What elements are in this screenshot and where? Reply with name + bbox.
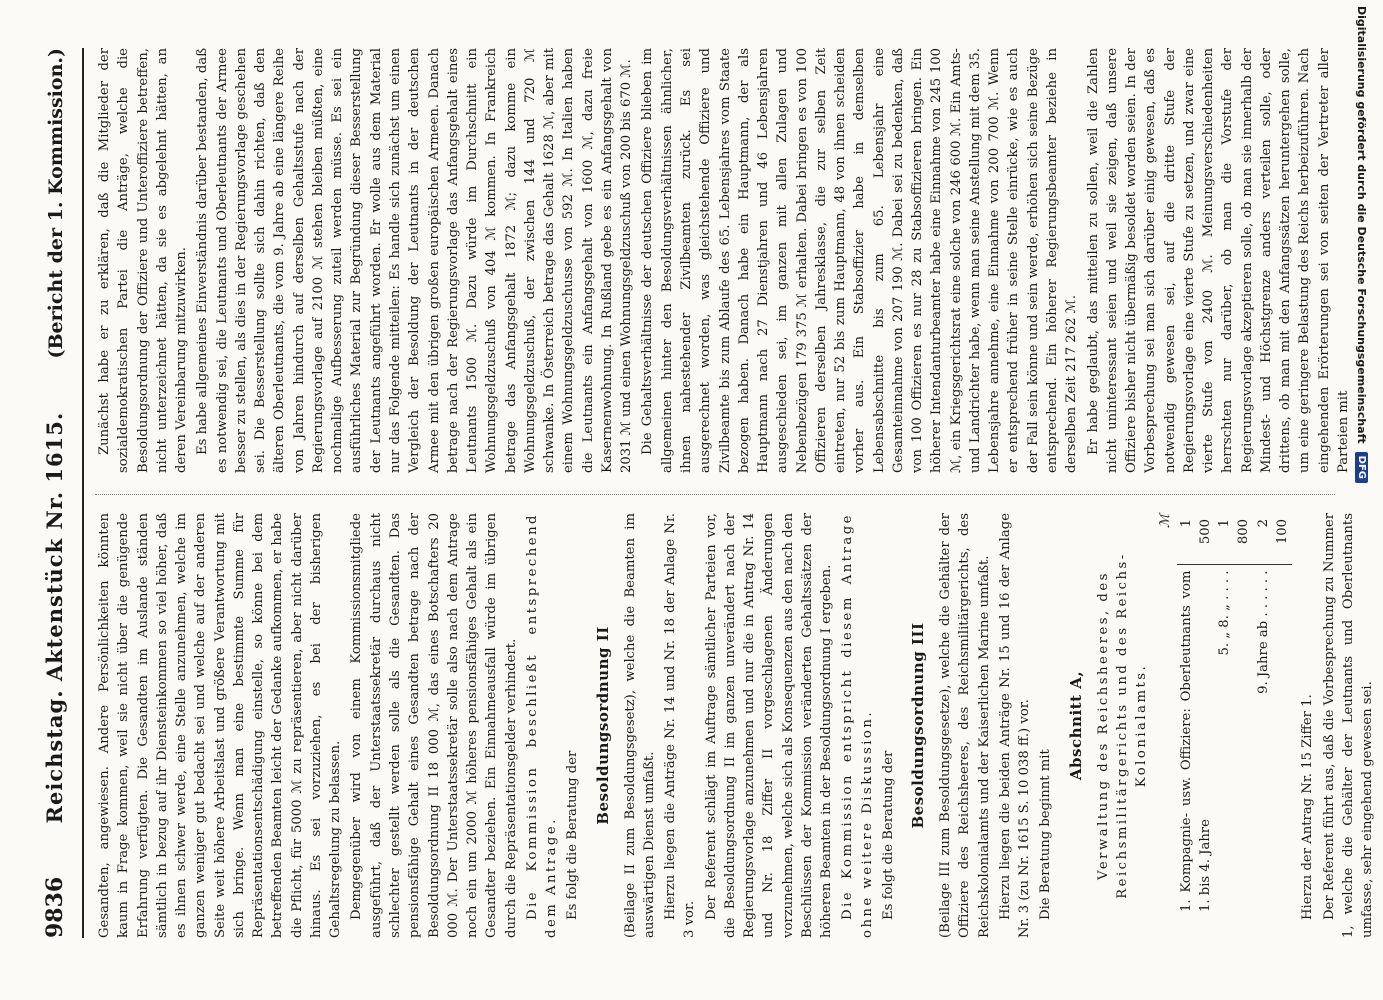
- right-column: [95, 48, 1351, 473]
- table-cell: 9. Jahre ab . . . . . .: [1255, 570, 1271, 694]
- paragraph: Demgegenüber wird von einem Kommissionsmitgliede ausgeführt, daß der Unterstaatssekretär durchaus nicht schlechter gestellt werden solle als die Gesandten. Das pensionsfähige Gehalt eines Gesandten betrage nach der Besoldungsordnung II 18 000 ℳ, das eines Botschafters 20 000 ℳ. Der Unterstaatssekretär solle also nach dem Antrage noch ein um 2000 ℳ höheres pensionsfähiges Gehalt als ein Gesandter beziehen. Ein Einnahmeausfall würde im übrigen durch die Repräsentationsgelder verhindert.: [349, 513, 519, 938]
- table-cell: 5. „ 8. „ . . . .: [1217, 570, 1233, 656]
- paragraph: Die Kommission entspricht diesem Antrage ohne weitere Diskussion.: [840, 513, 875, 938]
- paragraph: (Beilage II zum Besoldungsgesetz), welche die Beamten im auswärtigen Dienst umfaßt.: [622, 513, 657, 938]
- table-cell: 1 800: [1215, 513, 1254, 564]
- paragraph: Gesandten, angewiesen. Andere Persönlichkeiten könnten kaum in Frage kommen, weil sie nicht über die genügende Erfahrung verfügten. Die Gesandten im Auslande ständen sämtlich in bezug auf ihr Diensteinkommen so viel höher, daß es ihnen schwer werde, eine Stelle anzunehmen, welche im ganzen weniger gut bedacht sei und welche auf der anderen Seite weit höhere Arbeitslast und größere Verantwortung mit sich bringe. Wenn man eine bestimmte Summe für Repräsentationsentschädigung einstelle, so könne bei dem betreffenden Beamten leicht der Gedanke aufkommen, er habe die Pflicht, für 5000 ℳ zu repräsentieren, aber nicht darüber hinaus. Es sei vorzuziehen, es bei der bisherigen Gehaltsregelung zu belassen.: [97, 513, 344, 938]
- pay-table: [1155, 513, 1292, 918]
- column-divider: [95, 493, 1335, 495]
- unit-label: ℳ: [1158, 514, 1174, 529]
- paragraph: Er habe geglaubt, das mitteilen zu sollen, weil die Zahlen nicht uninteressant seien und weil sie zeigen, daß unsere Offiziere bisher nicht übermäßig besoldet worden seien. In der Vorbesprechung sei man sich darüber einig gewesen, daß es notwendig gewesen sei, auf die dritte Stufe der Regierungsvorlage eine vierte Stufe zu setzen, und zwar eine vierte Stufe von 2400 ℳ. Meinungsverschiedenheiten herrschten nur darüber, ob man die Vorstufe der Regierungsvorlage akzeptieren solle, ob man sie innerhalb der Mindest- und Höchstgrenze anders verteilen solle, oder drittens, ob man mit den Anfangssätzen heruntergehen solle, um eine geringere Belastung des Reichs herbeizuführen. Nach eingehenden Erörterungen sei von seiten der Vertreter aller Parteien mit: [1085, 48, 1351, 473]
- table-cell: 2 100: [1254, 513, 1293, 564]
- paragraph: (Beilage III zum Besoldungsgesetze), welche die Gehälter der Offiziere des Reichsheeres, des Reichsmilitärgerichts, des Reichskolonialamts und der Kaiserlichen Marine umfaßt.: [938, 513, 992, 938]
- table-cell: 1. Kompagnie- usw. Offiziere: Oberleutnants vom 1. bis 4. Jahre: [1178, 570, 1213, 912]
- paragraph: Hierzu liegen die beiden Anträge Nr. 15 und 16 der Anlage Nr. 3 (zu Nr. 1615 S. 10 038 ff.) vor.: [997, 513, 1033, 938]
- paragraph: Hierzu der Antrag Nr. 15 Ziffer 1.: [1300, 694, 1316, 920]
- section-heading: Besoldungsordnung II: [593, 626, 612, 825]
- paragraph: Es folgt die Beratung der: [565, 750, 581, 920]
- paragraph: Zunächst habe er zu erklären, daß die Mitglieder der sozialdemokratischen Partei die Anträge, welche die Besoldungsordnung der Offiziere und Unteroffiziere betreffen, nicht unterzeichnet hätten, da sie es abgelehnt hätten, an deren Vereinbarung mitzuwirken.: [97, 48, 190, 473]
- section-heading: Abschnitt A,: [1066, 670, 1085, 781]
- credit-text: Digitalisierung gefördert durch die Deutsche Forschungsgemeinschaft: [1355, 6, 1369, 444]
- page-title: Reichstag. Aktenstück Nr. 1615.: [42, 411, 67, 824]
- section-heading: Besoldungsordnung III: [909, 622, 928, 829]
- page-header: [42, 48, 84, 938]
- table-row: [1254, 513, 1293, 918]
- table-row: [1215, 513, 1254, 918]
- paragraph: Es folgt die Beratung der: [880, 750, 896, 920]
- paragraph: Verwaltung des Reichsheeres, des Reichsmilitärgerichts und des Reichs-Kolonialamts.: [1095, 552, 1150, 899]
- page-subtitle: (Bericht der 1. Kommission.): [45, 48, 67, 359]
- paragraph: Die Gehaltsverhältnisse der deutschen Offiziere blieben im allgemeinen hinter den Besoldungsverhältnissen ähnlicher, ihnen nahestehender Zivilbeamten zurück. Es sei ausgerechnet worden, was gleichstehende Offiziere und Zivilbeamte bis zum Ablaufe des 65. Lebensjahres vom Staate bezogen haben. Danach habe ein Hauptmann, der als Hauptmann nach 27 Dienstjahren und 46 Lebensjahren ausgeschieden sei, im ganzen mit allen Zulagen und Nebenbezügen 179 375 ℳ erhalten. Dabei bringen es von 100 Offizieren derselben Jahresklasse, die zur selben Zeit eintreten, nur 52 bis zum Hauptmann, 48 von ihnen scheiden vorher aus. Ein Stabsoffizier habe in demselben Lebensabschnitte bis zum 65. Lebensjahr eine Gesamteinnahme von 207 190 ℳ. Dabei sei zu bedenken, daß von 100 Offizieren es nur 28 zu Stabsoffizieren bringen. Ein höherer Intendanturbeamter habe eine Einnahme von 245 100 ℳ, ein Kriegsgerichtsrat eine solche von 246 600 ℳ. Ein Amts- und Landrichter habe, wenn man seine Anstellung mit dem 35. Lebensjahre annehme, eine Einnahme von 200 700 ℳ. Wenn er entsprechend früher in seine Stelle einrücke, wie es auch der Fall sein könne und sein werde, erhöhen sich seine Bezüge entsprechend. Ein höherer Regierungsbeamter beziehe in derselben Zeit 217 262 ℳ.: [640, 48, 1080, 473]
- paragraph: Die Kommission beschließt entsprechend dem Antrage.: [524, 513, 560, 938]
- paragraph: Hierzu liegen die Anträge Nr. 14 und Nr. 18 der Anlage Nr. 3 vor.: [663, 513, 698, 938]
- paragraph: Der Referent führt aus, daß die Vorbesprechung zu Nummer 1, welche die Gehälter der Leutnants und Oberleutnants umfasse, sehr eingehend gewesen sei.: [1321, 513, 1376, 938]
- paragraph: Der Referent schlägt im Auftrage sämtlicher Parteien vor, die Besoldungsordnung II im ganzen unverändert nach der Regierungsvorlage anzunehmen und nur die in Antrag Nr. 14 und Nr. 18 Ziffer II vorgeschlagenen Änderungen vorzunehmen, welche sich als Konsequenzen aus den nach den Beschlüssen der Kommission veränderten Gehaltssätzen der höheren Beamten in der Besoldungsordnung I ergeben.: [703, 513, 835, 938]
- dfg-logo: DFG: [1356, 452, 1369, 483]
- table-cell: 1 500: [1177, 513, 1216, 564]
- table-row: [1177, 513, 1216, 918]
- paragraph: Es habe allgemeines Einverständnis darüber bestanden, daß es notwendig sei, die Leutnants und Oberleutnants der Armee besser zu stellen, als dies in der Regierungsvorlage geschehen sei. Die Besserstellung sollte sich dahin richten, daß den älteren Oberleutnants, die vom 9. Jahre ab eine längere Reihe von Jahren hindurch auf derselben Gehaltsstufe nach der Regierungsvorlage auf 2100 ℳ stehen bleiben müßten, eine nochmalige Aufbesserung zuteil werden müsse. Es sei ein ausführliches Material zur Begründung dieser Besserstellung der Leutnants angeführt worden. Er wolle aus dem Material nur das Folgende mitteilen: Es handle sich zunächst um einen Vergleich der Besoldung der Leutnants in der deutschen Armee mit den übrigen großen europäischen Armeen. Danach betrage nach der Regierungsvorlage das Anfangsgehalt eines Leutnants 1500 ℳ. Dazu würde im Durchschnitt ein Wohnungsgeldzuschuß von 404 ℳ kommen. In Frankreich betrage das Anfangsgehalt 1872 ℳ; dazu komme ein Wohnungsgeldzuschuß, der zwischen 144 und 720 ℳ schwanke. In Österreich betrage das Gehalt 1628 ℳ, aber mit einem Wohnungsgeldzuschusse von 592 ℳ. In Italien haben die Leutnants ein Anfangsgehalt von 1600 ℳ, dazu freie Kasernenwohnung. In Rußland gebe es ein Anfangsgehalt von 2031 ℳ und einen Wohnungsgeldzuschuß von 200 bis 670 ℳ.: [195, 48, 635, 473]
- digitization-credit: [1350, 6, 1374, 996]
- paragraph: Die Beratung beginnt mit: [1038, 749, 1054, 920]
- left-column: [95, 513, 1376, 938]
- page-number: 9836: [42, 876, 68, 938]
